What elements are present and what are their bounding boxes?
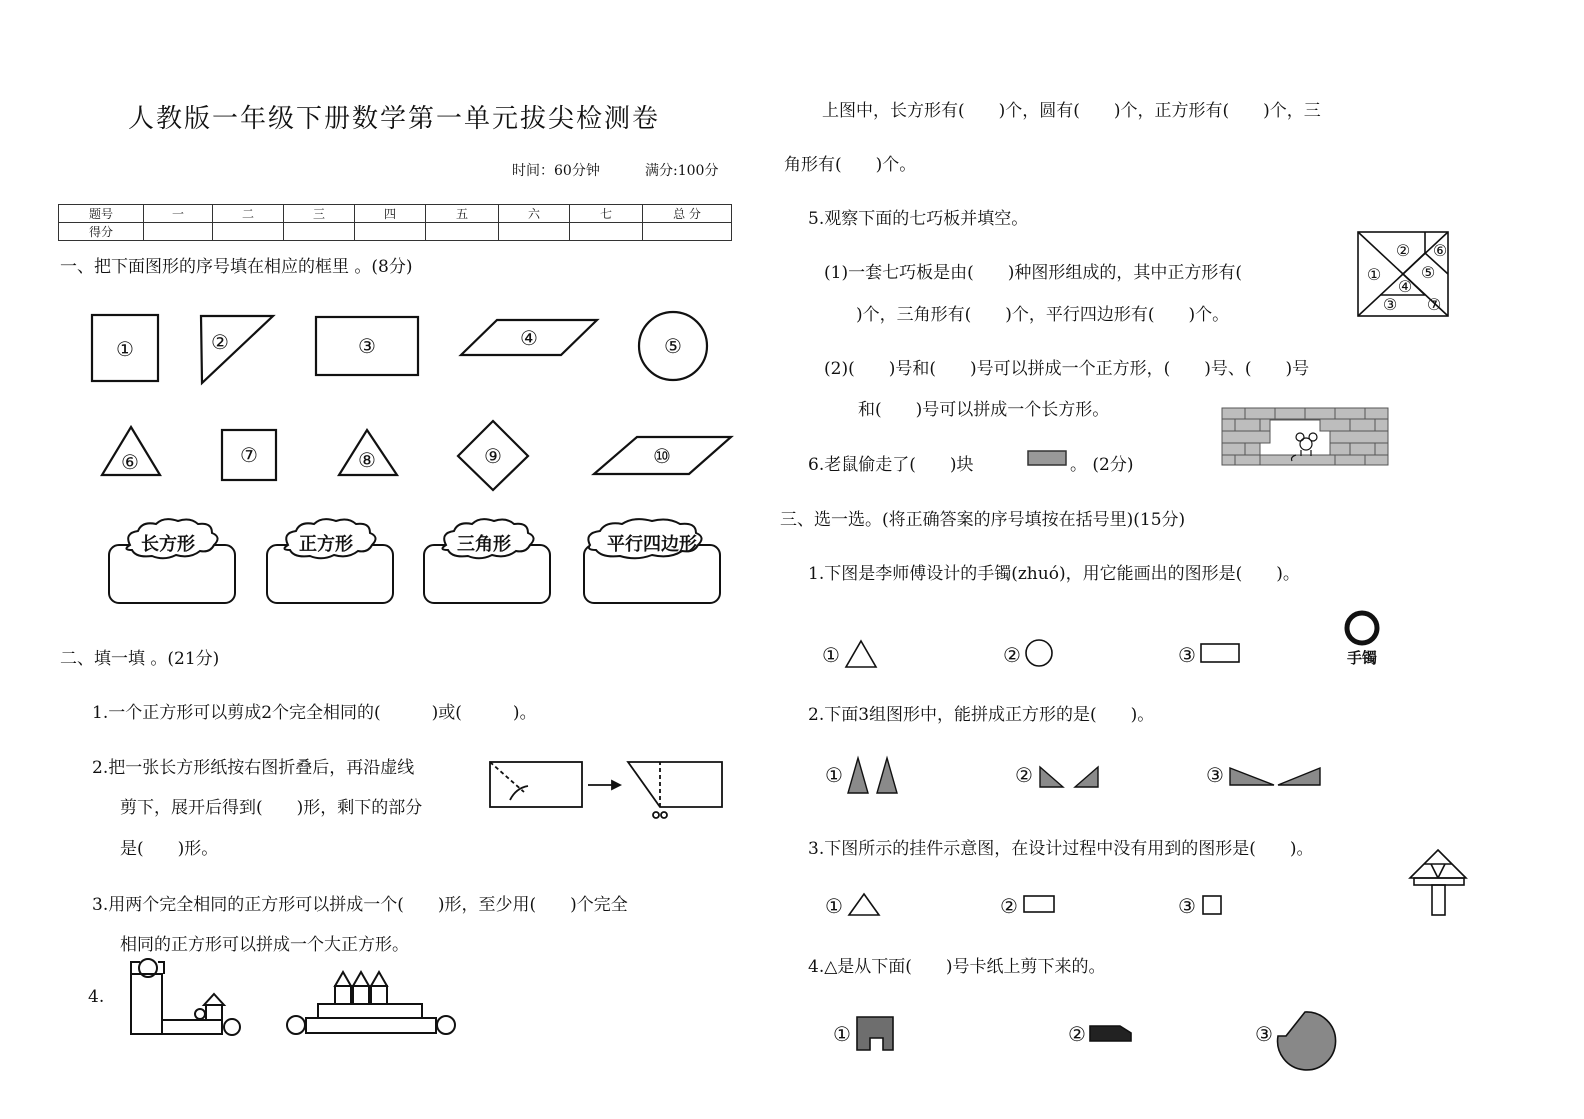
shape-label: ① [116, 337, 134, 361]
r-q4-line2: 角形有( )个。 [784, 155, 917, 175]
option-label[interactable]: ③ [1206, 763, 1224, 787]
r-q5-1-line2: )个，三角形有( )个，平行四边形有( )个。 [856, 305, 1230, 325]
section2-title: 二、填一填 。(21分) [60, 649, 220, 669]
exam-time: 时间：60分钟 [512, 163, 600, 179]
category-label: 三角形 [457, 534, 511, 555]
score-header-cell: 六 [499, 205, 570, 223]
tangram-label: ④ [1397, 277, 1413, 296]
shape-label: ④ [520, 326, 538, 350]
score-header-cell: 三 [284, 205, 355, 223]
r-q4-line1: 上图中，长方形有( )个，圆有( )个，正方形有( )个，三 [822, 101, 1321, 121]
shape-label: ⑦ [240, 443, 258, 467]
tangram-label: ⑤ [1420, 263, 1436, 282]
s2-question-2-line3: 是( )形。 [120, 839, 219, 859]
shape-label: ⑥ [121, 450, 139, 474]
score-header-cell: 一 [144, 205, 213, 223]
score-header-cell: 四 [355, 205, 426, 223]
tangram-label: ③ [1382, 295, 1398, 314]
shape-label: ③ [358, 334, 376, 358]
bracelet-label: 手镯 [1347, 649, 1378, 667]
category-label: 长方形 [141, 534, 195, 555]
s2-question-2-line2: 剪下，展开后得到( )形，剩下的部分 [120, 798, 423, 818]
r-q6-score: 。 (2分) [1070, 455, 1134, 475]
tangram-label: ② [1395, 241, 1411, 260]
s3-question-1: 1.下图是李师傅设计的手镯(zhuó)，用它能画出的图形是( )。 [808, 564, 1300, 584]
s2-question-3-line1: 3.用两个完全相同的正方形可以拼成一个( )形，至少用( )个完全 [92, 895, 628, 915]
r-q5-title: 5.观察下面的七巧板并填空。 [808, 209, 1029, 229]
option-label[interactable]: ① [833, 1022, 851, 1046]
r-q6-text: 6.老鼠偷走了( )块 [808, 455, 974, 475]
shape-label: ⑨ [484, 444, 502, 468]
score-header-cell: 二 [213, 205, 284, 223]
tangram-label: ⑥ [1432, 241, 1448, 260]
shape-label: ⑩ [653, 444, 671, 468]
score-row-label: 得分 [59, 223, 144, 241]
s2-question-4-label: 4. [88, 987, 105, 1007]
score-header-cell: 七 [570, 205, 643, 223]
option-label[interactable]: ① [822, 643, 840, 667]
option-label[interactable]: ③ [1178, 894, 1196, 918]
section1-title: 一、把下面图形的序号填在相应的框里 。(8分) [60, 257, 413, 277]
s3-question-4: 4.△是从下面( )号卡纸上剪下来的。 [808, 957, 1106, 977]
score-header-cell: 题号 [59, 205, 144, 223]
option-label[interactable]: ② [1015, 763, 1033, 787]
s2-question-2-line1: 2.把一张长方形纸按右图折叠后，再沿虚线 [92, 758, 415, 778]
option-label[interactable]: ① [825, 763, 843, 787]
shape-label: ⑧ [358, 448, 376, 472]
s3-question-2: 2.下面3组图形中，能拼成正方形的是( )。 [808, 705, 1155, 725]
section3-title: 三、选一选。(将正确答案的序号填按在括号里)(15分) [780, 510, 1186, 530]
s2-question-3-line2: 相同的正方形可以拼成一个大正方形。 [120, 935, 409, 955]
tangram-label: ⑦ [1426, 295, 1442, 314]
s2-question-1: 1.一个正方形可以剪成2个完全相同的( )或( )。 [92, 703, 537, 723]
r-q5-1-line1: (1)一套七巧板是由( )种图形组成的，其中正方形有( [824, 263, 1242, 283]
score-header-cell: 总 分 [643, 205, 732, 223]
shape-label: ⑤ [664, 334, 682, 358]
s3-question-3: 3.下图所示的挂件示意图，在设计过程中没有用到的图形是( )。 [808, 839, 1314, 859]
option-label[interactable]: ② [1000, 894, 1018, 918]
r-q5-2-line1: (2)( )号和( )号可以拼成一个正方形，( )号、( )号 [824, 359, 1310, 379]
option-label[interactable]: ② [1003, 643, 1021, 667]
category-label: 正方形 [299, 534, 353, 555]
option-label[interactable]: ③ [1178, 643, 1196, 667]
option-label[interactable]: ② [1068, 1022, 1086, 1046]
page-title: 人教版一年级下册数学第一单元拔尖检测卷 [128, 104, 661, 134]
r-q5-2-line2: 和( )号可以拼成一个长方形。 [858, 400, 1110, 420]
category-label: 平行四边形 [607, 534, 697, 555]
option-label[interactable]: ③ [1255, 1022, 1273, 1046]
option-label[interactable]: ① [825, 894, 843, 918]
exam-full-score: 满分:100分 [645, 163, 719, 179]
tangram-label: ① [1366, 265, 1382, 284]
shape-label: ② [211, 330, 229, 354]
score-header-cell: 五 [426, 205, 499, 223]
